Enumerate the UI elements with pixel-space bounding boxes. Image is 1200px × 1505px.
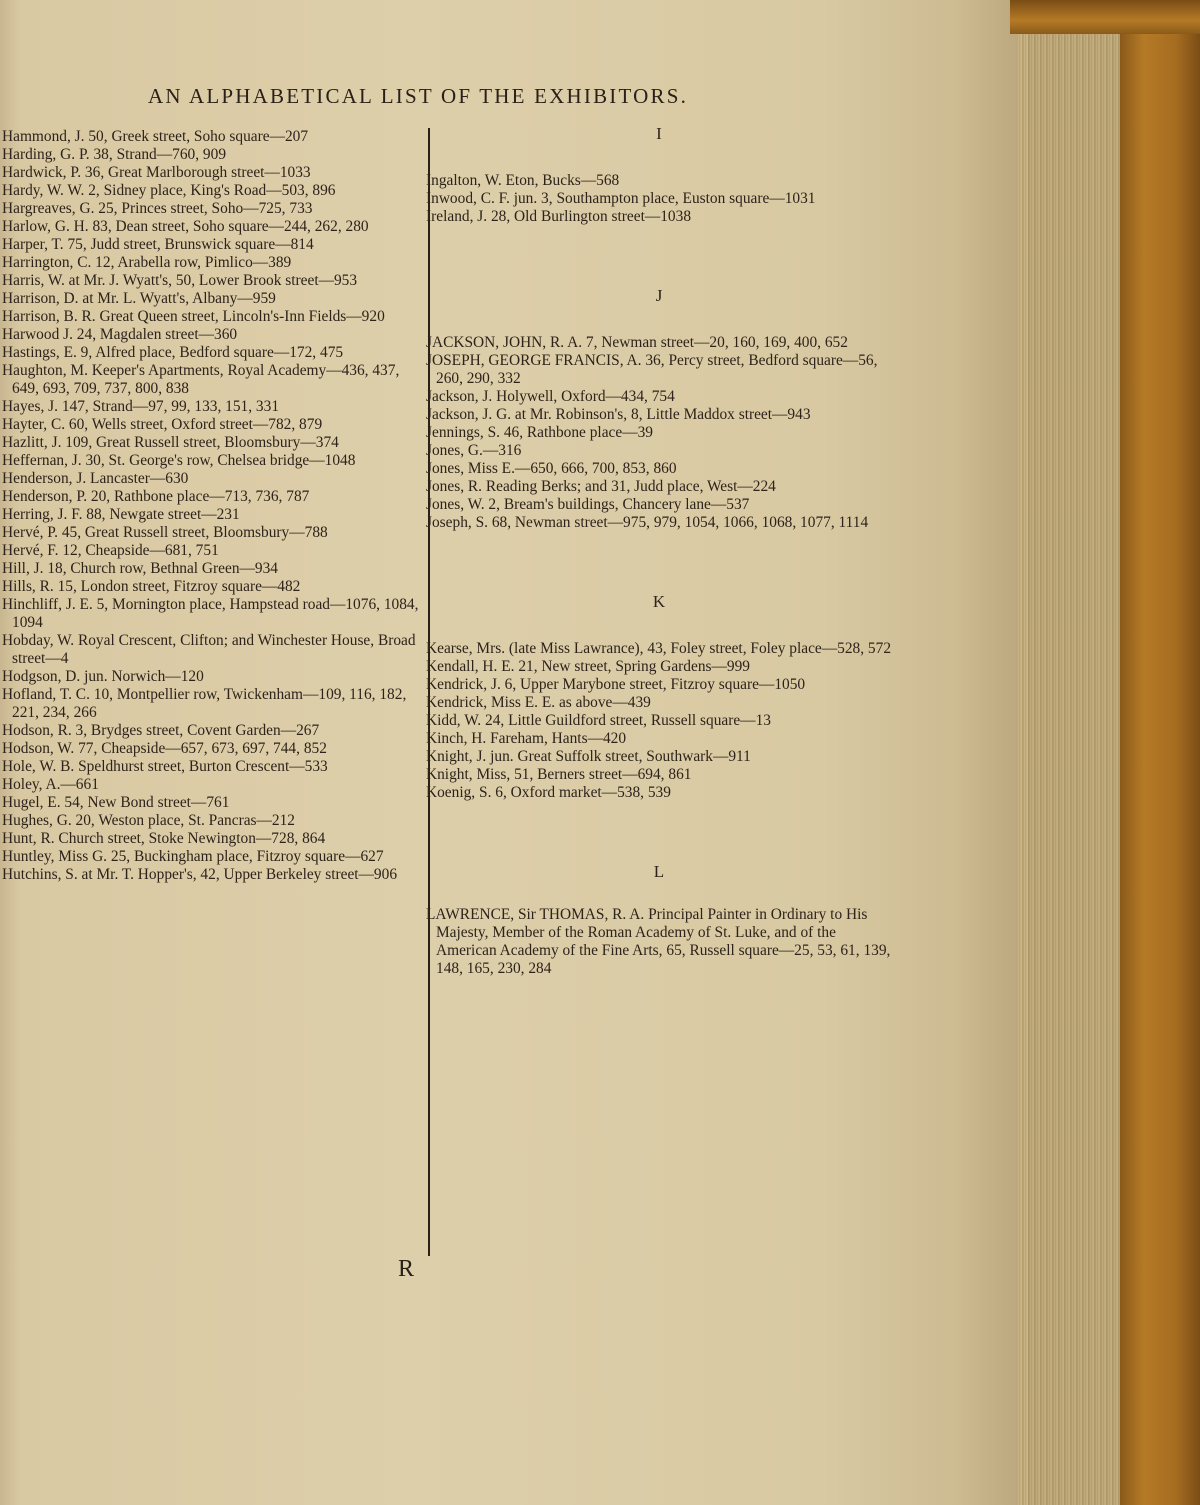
book-cover bbox=[1120, 0, 1200, 1505]
section-j bbox=[426, 286, 892, 532]
section-k bbox=[426, 592, 892, 802]
exhibitor-entry: Hastings, E. 9, Alfred place, Bedford square—172, 475 bbox=[2, 344, 344, 361]
exhibitor-entry: Hughes, G. 20, Weston place, St. Pancras—212 bbox=[2, 812, 295, 829]
section-letter: K bbox=[652, 592, 666, 611]
exhibitor-entry: Hole, W. B. Speldhurst street, Burton Crescent—533 bbox=[2, 758, 328, 775]
exhibitor-entry: Kearse, Mrs. (late Miss Lawrance), 43, Foley street, Foley place—528, 572 bbox=[426, 640, 892, 657]
exhibitor-entry: Jones, R. Reading Berks; and 31, Judd place, West—224 bbox=[426, 478, 776, 495]
exhibitor-entry: Hobday, W. Royal Crescent, Clifton; and Winchester House, Broad street—4 bbox=[2, 632, 416, 667]
exhibitor-entry: Hutchins, S. at Mr. T. Hopper's, 42, Upper Berkeley street—906 bbox=[2, 866, 398, 883]
exhibitor-entry: Hervé, P. 45, Great Russell street, Bloomsbury—788 bbox=[2, 524, 328, 541]
exhibitor-entry: Hodson, W. 77, Cheapside—657, 673, 697, 744, 852 bbox=[2, 740, 327, 757]
book-cover-top bbox=[1010, 0, 1200, 34]
exhibitor-entry: Hills, R. 15, London street, Fitzroy square—482 bbox=[2, 578, 301, 595]
exhibitor-entry: Hazlitt, J. 109, Great Russell street, Bloomsbury—374 bbox=[2, 434, 339, 451]
exhibitor-entry: Knight, Miss, 51, Berners street—694, 861 bbox=[426, 766, 692, 783]
exhibitor-entry: Hunt, R. Church street, Stoke Newington—728, 864 bbox=[2, 830, 326, 847]
exhibitor-entry: Jackson, J. G. at Mr. Robinson's, 8, Little Maddox street—943 bbox=[426, 406, 811, 423]
page-edges bbox=[1018, 0, 1122, 1505]
exhibitor-entry: JOSEPH, GEORGE FRANCIS, A. 36, Percy street, Bedford square—56, 260, 290, 332 bbox=[426, 352, 878, 387]
exhibitor-entry: Hardwick, P. 36, Great Marlborough street—1033 bbox=[2, 164, 311, 181]
exhibitor-entry: Harding, G. P. 38, Strand—760, 909 bbox=[2, 146, 227, 163]
exhibitor-entry: Kendrick, Miss E. E. as above—439 bbox=[426, 694, 651, 711]
exhibitor-entry: Hofland, T. C. 10, Montpellier row, Twickenham—109, 116, 182, 221, 234, 266 bbox=[2, 686, 407, 721]
exhibitor-entry: Harris, W. at Mr. J. Wyatt's, 50, Lower Brook street—953 bbox=[2, 272, 358, 289]
exhibitor-entry: Ingalton, W. Eton, Bucks—568 bbox=[426, 172, 620, 189]
section-letter: J bbox=[655, 286, 663, 305]
exhibitor-entry: Kendrick, J. 6, Upper Marybone street, Fitzroy square—1050 bbox=[426, 676, 806, 693]
exhibitor-entry: Knight, J. jun. Great Suffolk street, Southwark—911 bbox=[426, 748, 751, 765]
exhibitor-entry: Haughton, M. Keeper's Apartments, Royal Academy—436, 437, 649, 693, 709, 737, 800, 838 bbox=[2, 362, 400, 397]
exhibitor-entry: Hill, J. 18, Church row, Bethnal Green—934 bbox=[2, 560, 278, 577]
exhibitor-entry: Holey, A.—661 bbox=[2, 776, 99, 793]
section-i bbox=[426, 124, 892, 226]
section-l bbox=[426, 862, 892, 978]
exhibitor-entry: Hodson, R. 3, Brydges street, Covent Garden—267 bbox=[2, 722, 320, 739]
exhibitor-entry: Hayes, J. 147, Strand—97, 99, 133, 151, 331 bbox=[2, 398, 280, 415]
catchword: R bbox=[398, 1256, 415, 1282]
exhibitor-entry: Hargreaves, G. 25, Princes street, Soho—725, 733 bbox=[2, 200, 313, 217]
exhibitor-entry: Jones, Miss E.—650, 666, 700, 853, 860 bbox=[426, 460, 677, 477]
exhibitor-entry: Heffernan, J. 30, St. George's row, Chelsea bridge—1048 bbox=[2, 452, 356, 469]
exhibitor-entry: Koenig, S. 6, Oxford market—538, 539 bbox=[426, 784, 671, 801]
exhibitor-entry: Herring, J. F. 88, Newgate street—231 bbox=[2, 506, 240, 523]
exhibitor-entry: Jackson, J. Holywell, Oxford—434, 754 bbox=[426, 388, 675, 405]
exhibitor-entry: Hammond, J. 50, Greek street, Soho square—207 bbox=[2, 128, 309, 145]
exhibitor-entry: Jones, W. 2, Bream's buildings, Chancery lane—537 bbox=[426, 496, 750, 513]
exhibitor-entry: Kidd, W. 24, Little Guildford street, Russell square—13 bbox=[426, 712, 771, 729]
exhibitor-entry: JACKSON, JOHN, R. A. 7, Newman street—20, 160, 169, 400, 652 bbox=[426, 334, 848, 351]
exhibitor-entry: Kendall, H. E. 21, New street, Spring Gardens—999 bbox=[426, 658, 750, 675]
right-column bbox=[426, 124, 892, 978]
exhibitor-entry: Hervé, F. 12, Cheapside—681, 751 bbox=[2, 542, 219, 559]
exhibitor-entry: Jennings, S. 46, Rathbone place—39 bbox=[426, 424, 653, 441]
exhibitor-entry: Harper, T. 75, Judd street, Brunswick square—814 bbox=[2, 236, 314, 253]
exhibitor-entry: Hinchliff, J. E. 5, Mornington place, Hampstead road—1076, 1084, 1094 bbox=[2, 596, 419, 631]
exhibitor-entry: Harrison, B. R. Great Queen street, Lincoln's-Inn Fields—920 bbox=[2, 308, 385, 325]
left-column bbox=[0, 128, 420, 884]
exhibitor-entry: Harrison, D. at Mr. L. Wyatt's, Albany—959 bbox=[2, 290, 276, 307]
exhibitor-entry: LAWRENCE, Sir THOMAS, R. A. Principal Painter in Ordinary to His Majesty, Member of the Roman Academy of St. Luke, and of the American Academy of the Fine Arts, 65, Russell square—25, 53, 61, 139, 148, 165, 230, 284 bbox=[426, 906, 891, 977]
exhibitor-entry: Henderson, P. 20, Rathbone place—713, 736, 787 bbox=[2, 488, 310, 505]
exhibitor-entry: Hodgson, D. jun. Norwich—120 bbox=[2, 668, 204, 685]
exhibitor-entry: Joseph, S. 68, Newman street—975, 979, 1054, 1066, 1068, 1077, 1114 bbox=[426, 514, 869, 531]
section-letter: L bbox=[653, 862, 665, 881]
exhibitor-entry: Hugel, E. 54, New Bond street—761 bbox=[2, 794, 230, 811]
exhibitor-entry: Huntley, Miss G. 25, Buckingham place, Fitzroy square—627 bbox=[2, 848, 384, 865]
exhibitor-entry: Harrington, C. 12, Arabella row, Pimlico—389 bbox=[2, 254, 292, 271]
exhibitor-entry: Hardy, W. W. 2, Sidney place, King's Road—503, 896 bbox=[2, 182, 336, 199]
exhibitor-entry: Harwood J. 24, Magdalen street—360 bbox=[2, 326, 238, 343]
exhibitor-entry: Kinch, H. Fareham, Hants—420 bbox=[426, 730, 627, 747]
exhibitor-entry: Hayter, C. 60, Wells street, Oxford street—782, 879 bbox=[2, 416, 323, 433]
exhibitor-entry: Inwood, C. F. jun. 3, Southampton place, Euston square—1031 bbox=[426, 190, 816, 207]
running-head: AN ALPHABETICAL LIST OF THE EXHIBITORS. bbox=[148, 84, 689, 108]
section-letter: I bbox=[656, 124, 662, 143]
exhibitor-entry: Henderson, J. Lancaster—630 bbox=[2, 470, 189, 487]
exhibitor-entry: Harlow, G. H. 83, Dean street, Soho square—244, 262, 280 bbox=[2, 218, 369, 235]
exhibitor-entry: Jones, G.—316 bbox=[426, 442, 522, 459]
exhibitor-entry: Ireland, J. 28, Old Burlington street—1038 bbox=[426, 208, 692, 225]
